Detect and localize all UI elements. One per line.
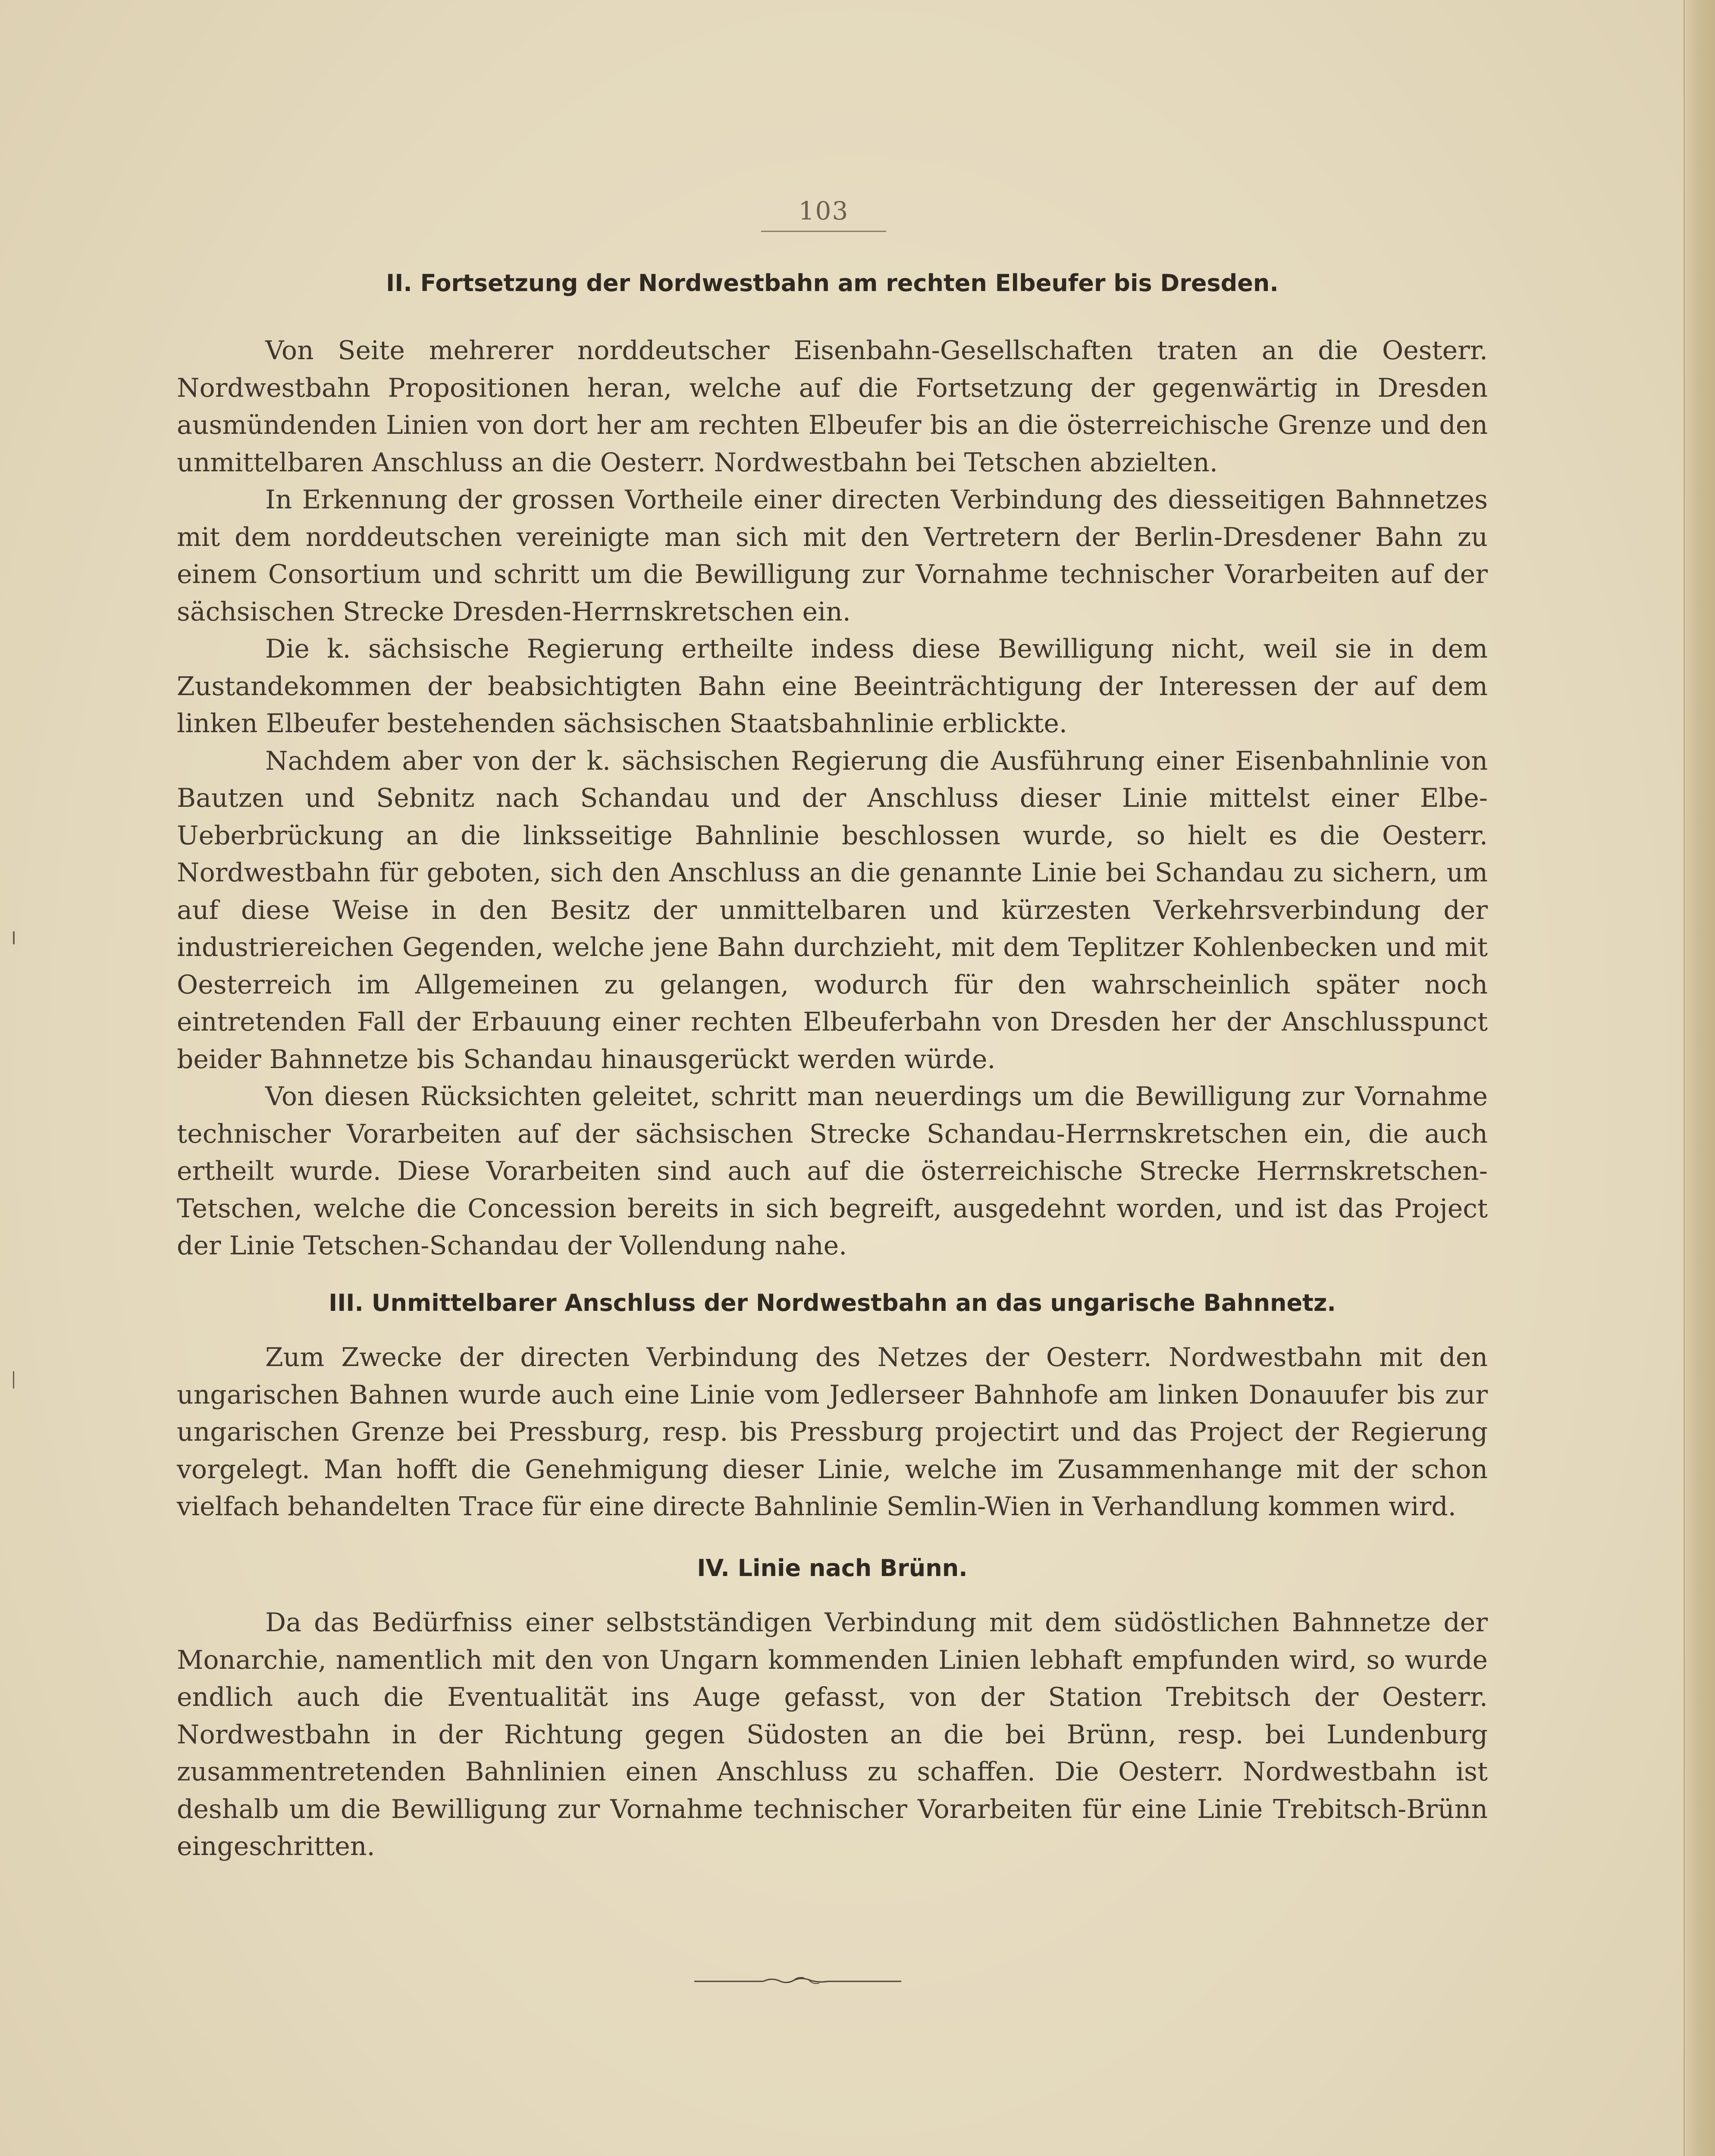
section-body bbox=[177, 1339, 1488, 1526]
paragraph: Von Seite mehrerer norddeutscher Eisenbahn-Gesellschaften traten an die Oesterr. Nordwestbahn Propositionen heran, welche auf die Fortsetzung der gegenwärtig in Dresden ausmündenden Linien von dort her am rechten Elbeufer bis an die österreichische Grenze und den unmittelbaren Anschluss an die Oesterr. Nordwestbahn bei Tetschen abzielten. bbox=[177, 335, 1488, 478]
paragraph: In Erkennung der grossen Vortheile einer directen Verbindung des diesseitigen Bahnnetzes mit dem norddeutschen vereinigte man sich mit den Vertretern der Berlin-Dresdener Bahn zu einem Consortium und schritt um die Bewilligung zur Vornahme technischer Vorarbeiten auf der sächsischen Strecke Dresden-Herrnskretschen ein. bbox=[177, 485, 1488, 627]
page-number-rule bbox=[761, 231, 886, 232]
paragraph: Nachdem aber von der k. sächsischen Regierung die Ausführung einer Eisenbahnlinie von Bautzen und Sebnitz nach Schandau und der Anschluss dieser Linie mittelst einer Elbe-Ueberbrückung an die linksseitige Bahnlinie beschlossen wurde, so hielt es die Oesterr. Nordwestbahn für geboten, sich den Anschluss an die genannte Linie bei Schandau zu sichern, um auf diese Weise in den Besitz der unmittelbaren und kürzesten Verkehrsverbindung der industriereichen Gegenden, welche jene Bahn durchzieht, mit dem Teplitzer Kohlenbecken und mit Oesterreich im Allgemeinen zu gelangen, wodurch für den wahrscheinlich später noch eintretenden Fall der Erbauung einer rechten Elbeuferbahn von Dresden her der Anschlusspunct beider Bahnnetze bis Schandau hinausgerückt werden würde. bbox=[177, 746, 1488, 1075]
paragraph: Von diesen Rücksichten geleitet, schritt man neuerdings um die Bewilligung zur Vornahme technischer Vorarbeiten auf der sächsischen Strecke Schandau-Herrnskretschen ein, die auch ertheilt wurde. Diese Vorarbeiten sind auch auf die österreichische Strecke Herrnskretschen-Tetschen, welche die Concession bereits in sich begreift, ausgedehnt worden, und ist das Project der Linie Tetschen-Schandau der Vollendung nahe. bbox=[177, 1081, 1488, 1261]
paragraph: Zum Zwecke der directen Verbindung des Netzes der Oesterr. Nordwestbahn mit den ungarischen Bahnen wurde auch eine Linie vom Jedlerseer Bahnhofe am linken Donauufer bis zur ungarischen Grenze bei Pressburg, resp. bis Pressburg projectirt und das Project der Regierung vorgelegt. Man hofft die Genehmigung dieser Linie, welche im Zusammenhange mit der schon vielfach behandelten Trace für eine directe Bahnlinie Semlin-Wien in Verhandlung kommen wird. bbox=[177, 1342, 1488, 1522]
margin-mark bbox=[13, 931, 15, 944]
section-body bbox=[177, 1604, 1488, 1865]
section-heading: III. Unmittelbarer Anschluss der Nordwestbahn an das ungarische Bahnnetz. bbox=[329, 1289, 1336, 1316]
section-heading: II. Fortsetzung der Nordwestbahn am rechten Elbeufer bis Dresden. bbox=[386, 270, 1279, 297]
page-number: 103 bbox=[798, 196, 849, 226]
end-ornament-icon bbox=[690, 1973, 906, 1990]
page-edge bbox=[1684, 0, 1715, 2156]
section-heading: IV. Linie nach Brünn. bbox=[697, 1554, 968, 1582]
paragraph: Da das Bedürfniss einer selbstständigen Verbindung mit dem südöstlichen Bahnnetze der Monarchie, namentlich mit den von Ungarn kommenden Linien lebhaft empfunden wird, so wurde endlich auch die Eventualität ins Auge gefasst, von der Station Trebitsch der Oesterr. Nordwestbahn in der Richtung gegen Südosten an die bei Brünn, resp. bei Lundenburg zusammentretenden Bahnlinien einen Anschluss zu schaffen. Die Oesterr. Nordwestbahn ist deshalb um die Bewilligung zur Vornahme technischer Vorarbeiten für eine Linie Trebitsch-Brünn eingeschritten. bbox=[177, 1608, 1488, 1861]
paragraph: Die k. sächsische Regierung ertheilte indess diese Bewilligung nicht, weil sie in dem Zustandekommen der beabsichtigten Bahn eine Beeinträchtigung der Interessen der auf dem linken Elbeufer bestehenden sächsischen Staatsbahnlinie erblickte. bbox=[177, 634, 1488, 739]
margin-mark bbox=[13, 1371, 14, 1388]
section-body bbox=[177, 332, 1488, 1265]
